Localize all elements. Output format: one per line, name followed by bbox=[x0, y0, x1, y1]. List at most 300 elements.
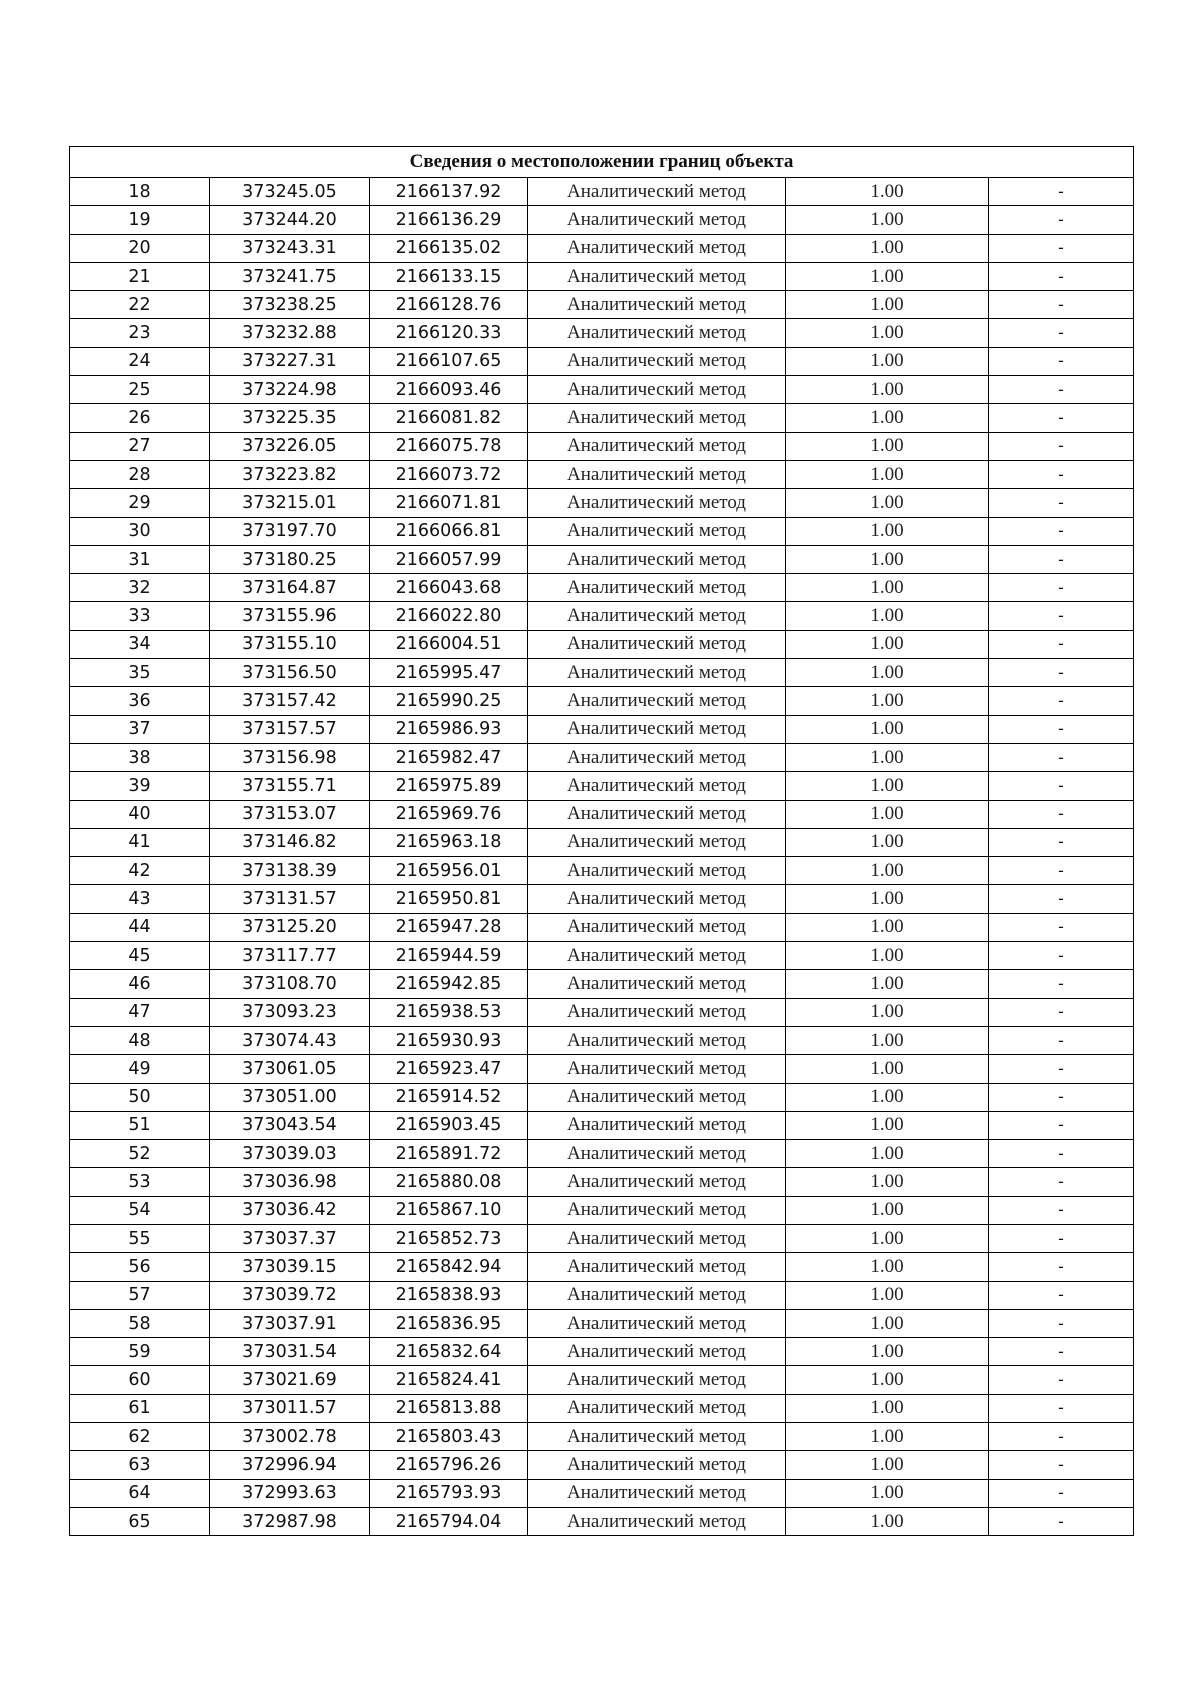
accuracy-cell: 1.00 bbox=[786, 404, 989, 432]
y-coordinate-cell: 2165793.93 bbox=[370, 1479, 528, 1507]
accuracy-cell: 1.00 bbox=[786, 178, 989, 206]
method-cell: Аналитический метод bbox=[528, 1394, 786, 1422]
x-coordinate-cell: 373241.75 bbox=[210, 262, 370, 290]
table-row bbox=[70, 885, 1134, 913]
note-cell: - bbox=[989, 1479, 1134, 1507]
point-number-cell: 51 bbox=[70, 1111, 210, 1139]
table-title-row bbox=[70, 147, 1134, 178]
y-coordinate-cell: 2165950.81 bbox=[370, 885, 528, 913]
method-cell: Аналитический метод bbox=[528, 234, 786, 262]
accuracy-cell: 1.00 bbox=[786, 432, 989, 460]
y-coordinate-cell: 2165944.59 bbox=[370, 942, 528, 970]
x-coordinate-cell: 373245.05 bbox=[210, 178, 370, 206]
accuracy-cell: 1.00 bbox=[786, 1026, 989, 1054]
note-cell: - bbox=[989, 1253, 1134, 1281]
note-cell: - bbox=[989, 1338, 1134, 1366]
x-coordinate-cell: 373043.54 bbox=[210, 1111, 370, 1139]
y-coordinate-cell: 2166120.33 bbox=[370, 319, 528, 347]
table-row bbox=[70, 942, 1134, 970]
x-coordinate-cell: 373039.72 bbox=[210, 1281, 370, 1309]
y-coordinate-cell: 2165982.47 bbox=[370, 743, 528, 771]
note-cell: - bbox=[989, 1366, 1134, 1394]
table-row bbox=[70, 602, 1134, 630]
note-cell: - bbox=[989, 1281, 1134, 1309]
table-row bbox=[70, 206, 1134, 234]
y-coordinate-cell: 2165803.43 bbox=[370, 1423, 528, 1451]
accuracy-cell: 1.00 bbox=[786, 1394, 989, 1422]
y-coordinate-cell: 2165995.47 bbox=[370, 659, 528, 687]
accuracy-cell: 1.00 bbox=[786, 1281, 989, 1309]
point-number-cell: 61 bbox=[70, 1394, 210, 1422]
table-row bbox=[70, 1111, 1134, 1139]
table-row bbox=[70, 1196, 1134, 1224]
x-coordinate-cell: 373039.15 bbox=[210, 1253, 370, 1281]
point-number-cell: 58 bbox=[70, 1309, 210, 1337]
point-number-cell: 33 bbox=[70, 602, 210, 630]
point-number-cell: 28 bbox=[70, 460, 210, 488]
point-number-cell: 52 bbox=[70, 1140, 210, 1168]
point-number-cell: 38 bbox=[70, 743, 210, 771]
y-coordinate-cell: 2165867.10 bbox=[370, 1196, 528, 1224]
x-coordinate-cell: 373243.31 bbox=[210, 234, 370, 262]
y-coordinate-cell: 2165880.08 bbox=[370, 1168, 528, 1196]
point-number-cell: 19 bbox=[70, 206, 210, 234]
method-cell: Аналитический метод bbox=[528, 1083, 786, 1111]
table-row bbox=[70, 800, 1134, 828]
note-cell: - bbox=[989, 828, 1134, 856]
method-cell: Аналитический метод bbox=[528, 942, 786, 970]
x-coordinate-cell: 373197.70 bbox=[210, 517, 370, 545]
point-number-cell: 55 bbox=[70, 1224, 210, 1252]
x-coordinate-cell: 373117.77 bbox=[210, 942, 370, 970]
note-cell: - bbox=[989, 291, 1134, 319]
note-cell: - bbox=[989, 1309, 1134, 1337]
x-coordinate-cell: 372993.63 bbox=[210, 1479, 370, 1507]
table-row bbox=[70, 715, 1134, 743]
accuracy-cell: 1.00 bbox=[786, 460, 989, 488]
x-coordinate-cell: 373051.00 bbox=[210, 1083, 370, 1111]
method-cell: Аналитический метод bbox=[528, 1309, 786, 1337]
note-cell: - bbox=[989, 1111, 1134, 1139]
method-cell: Аналитический метод bbox=[528, 1224, 786, 1252]
table-row bbox=[70, 178, 1134, 206]
x-coordinate-cell: 373002.78 bbox=[210, 1423, 370, 1451]
method-cell: Аналитический метод bbox=[528, 800, 786, 828]
table-row bbox=[70, 1479, 1134, 1507]
y-coordinate-cell: 2165956.01 bbox=[370, 857, 528, 885]
accuracy-cell: 1.00 bbox=[786, 489, 989, 517]
note-cell: - bbox=[989, 602, 1134, 630]
method-cell: Аналитический метод bbox=[528, 1111, 786, 1139]
method-cell: Аналитический метод bbox=[528, 885, 786, 913]
note-cell: - bbox=[989, 687, 1134, 715]
y-coordinate-cell: 2166022.80 bbox=[370, 602, 528, 630]
x-coordinate-cell: 373036.42 bbox=[210, 1196, 370, 1224]
point-number-cell: 30 bbox=[70, 517, 210, 545]
accuracy-cell: 1.00 bbox=[786, 234, 989, 262]
y-coordinate-cell: 2165838.93 bbox=[370, 1281, 528, 1309]
point-number-cell: 57 bbox=[70, 1281, 210, 1309]
table-row bbox=[70, 262, 1134, 290]
method-cell: Аналитический метод bbox=[528, 376, 786, 404]
method-cell: Аналитический метод bbox=[528, 1338, 786, 1366]
note-cell: - bbox=[989, 1224, 1134, 1252]
accuracy-cell: 1.00 bbox=[786, 772, 989, 800]
table-row bbox=[70, 1423, 1134, 1451]
note-cell: - bbox=[989, 1083, 1134, 1111]
accuracy-cell: 1.00 bbox=[786, 715, 989, 743]
table-body bbox=[70, 178, 1134, 1536]
table-row bbox=[70, 234, 1134, 262]
accuracy-cell: 1.00 bbox=[786, 1507, 989, 1535]
table-row bbox=[70, 687, 1134, 715]
x-coordinate-cell: 373227.31 bbox=[210, 347, 370, 375]
point-number-cell: 37 bbox=[70, 715, 210, 743]
method-cell: Аналитический метод bbox=[528, 574, 786, 602]
x-coordinate-cell: 373138.39 bbox=[210, 857, 370, 885]
x-coordinate-cell: 373155.10 bbox=[210, 630, 370, 658]
note-cell: - bbox=[989, 376, 1134, 404]
x-coordinate-cell: 373037.91 bbox=[210, 1309, 370, 1337]
point-number-cell: 22 bbox=[70, 291, 210, 319]
y-coordinate-cell: 2166071.81 bbox=[370, 489, 528, 517]
x-coordinate-cell: 373215.01 bbox=[210, 489, 370, 517]
x-coordinate-cell: 373244.20 bbox=[210, 206, 370, 234]
method-cell: Аналитический метод bbox=[528, 715, 786, 743]
method-cell: Аналитический метод bbox=[528, 1253, 786, 1281]
y-coordinate-cell: 2166107.65 bbox=[370, 347, 528, 375]
x-coordinate-cell: 373125.20 bbox=[210, 913, 370, 941]
point-number-cell: 35 bbox=[70, 659, 210, 687]
table-row bbox=[70, 970, 1134, 998]
accuracy-cell: 1.00 bbox=[786, 687, 989, 715]
y-coordinate-cell: 2166066.81 bbox=[370, 517, 528, 545]
note-cell: - bbox=[989, 885, 1134, 913]
accuracy-cell: 1.00 bbox=[786, 262, 989, 290]
point-number-cell: 59 bbox=[70, 1338, 210, 1366]
accuracy-cell: 1.00 bbox=[786, 602, 989, 630]
note-cell: - bbox=[989, 1168, 1134, 1196]
note-cell: - bbox=[989, 998, 1134, 1026]
point-number-cell: 64 bbox=[70, 1479, 210, 1507]
y-coordinate-cell: 2165975.89 bbox=[370, 772, 528, 800]
table-row bbox=[70, 347, 1134, 375]
table-row bbox=[70, 1451, 1134, 1479]
method-cell: Аналитический метод bbox=[528, 659, 786, 687]
method-cell: Аналитический метод bbox=[528, 460, 786, 488]
note-cell: - bbox=[989, 234, 1134, 262]
accuracy-cell: 1.00 bbox=[786, 1055, 989, 1083]
y-coordinate-cell: 2165796.26 bbox=[370, 1451, 528, 1479]
x-coordinate-cell: 373037.37 bbox=[210, 1224, 370, 1252]
method-cell: Аналитический метод bbox=[528, 772, 786, 800]
note-cell: - bbox=[989, 404, 1134, 432]
table-row bbox=[70, 857, 1134, 885]
table-row bbox=[70, 743, 1134, 771]
note-cell: - bbox=[989, 942, 1134, 970]
method-cell: Аналитический метод bbox=[528, 913, 786, 941]
y-coordinate-cell: 2165947.28 bbox=[370, 913, 528, 941]
table-row bbox=[70, 489, 1134, 517]
table-row bbox=[70, 404, 1134, 432]
note-cell: - bbox=[989, 1196, 1134, 1224]
table-row bbox=[70, 1281, 1134, 1309]
note-cell: - bbox=[989, 1026, 1134, 1054]
x-coordinate-cell: 373157.42 bbox=[210, 687, 370, 715]
y-coordinate-cell: 2166004.51 bbox=[370, 630, 528, 658]
point-number-cell: 53 bbox=[70, 1168, 210, 1196]
x-coordinate-cell: 373039.03 bbox=[210, 1140, 370, 1168]
note-cell: - bbox=[989, 913, 1134, 941]
accuracy-cell: 1.00 bbox=[786, 574, 989, 602]
point-number-cell: 36 bbox=[70, 687, 210, 715]
note-cell: - bbox=[989, 545, 1134, 573]
x-coordinate-cell: 373153.07 bbox=[210, 800, 370, 828]
point-number-cell: 48 bbox=[70, 1026, 210, 1054]
table-row bbox=[70, 772, 1134, 800]
note-cell: - bbox=[989, 517, 1134, 545]
note-cell: - bbox=[989, 206, 1134, 234]
table-row bbox=[70, 1366, 1134, 1394]
note-cell: - bbox=[989, 347, 1134, 375]
point-number-cell: 56 bbox=[70, 1253, 210, 1281]
accuracy-cell: 1.00 bbox=[786, 291, 989, 319]
table-row bbox=[70, 291, 1134, 319]
table-row bbox=[70, 1168, 1134, 1196]
table-row bbox=[70, 1394, 1134, 1422]
point-number-cell: 32 bbox=[70, 574, 210, 602]
y-coordinate-cell: 2165824.41 bbox=[370, 1366, 528, 1394]
point-number-cell: 31 bbox=[70, 545, 210, 573]
x-coordinate-cell: 373225.35 bbox=[210, 404, 370, 432]
note-cell: - bbox=[989, 1451, 1134, 1479]
accuracy-cell: 1.00 bbox=[786, 1479, 989, 1507]
method-cell: Аналитический метод bbox=[528, 1168, 786, 1196]
x-coordinate-cell: 373155.71 bbox=[210, 772, 370, 800]
point-number-cell: 25 bbox=[70, 376, 210, 404]
note-cell: - bbox=[989, 1394, 1134, 1422]
table-row bbox=[70, 1507, 1134, 1535]
method-cell: Аналитический метод bbox=[528, 319, 786, 347]
y-coordinate-cell: 2166137.92 bbox=[370, 178, 528, 206]
point-number-cell: 65 bbox=[70, 1507, 210, 1535]
accuracy-cell: 1.00 bbox=[786, 630, 989, 658]
x-coordinate-cell: 373108.70 bbox=[210, 970, 370, 998]
table-row bbox=[70, 1224, 1134, 1252]
y-coordinate-cell: 2165938.53 bbox=[370, 998, 528, 1026]
y-coordinate-cell: 2165942.85 bbox=[370, 970, 528, 998]
accuracy-cell: 1.00 bbox=[786, 1451, 989, 1479]
point-number-cell: 20 bbox=[70, 234, 210, 262]
point-number-cell: 46 bbox=[70, 970, 210, 998]
method-cell: Аналитический метод bbox=[528, 1281, 786, 1309]
method-cell: Аналитический метод bbox=[528, 857, 786, 885]
method-cell: Аналитический метод bbox=[528, 970, 786, 998]
accuracy-cell: 1.00 bbox=[786, 1083, 989, 1111]
method-cell: Аналитический метод bbox=[528, 998, 786, 1026]
x-coordinate-cell: 373180.25 bbox=[210, 545, 370, 573]
method-cell: Аналитический метод bbox=[528, 1479, 786, 1507]
x-coordinate-cell: 373061.05 bbox=[210, 1055, 370, 1083]
accuracy-cell: 1.00 bbox=[786, 376, 989, 404]
point-number-cell: 47 bbox=[70, 998, 210, 1026]
accuracy-cell: 1.00 bbox=[786, 743, 989, 771]
table-row bbox=[70, 574, 1134, 602]
y-coordinate-cell: 2165990.25 bbox=[370, 687, 528, 715]
accuracy-cell: 1.00 bbox=[786, 800, 989, 828]
note-cell: - bbox=[989, 1140, 1134, 1168]
y-coordinate-cell: 2166081.82 bbox=[370, 404, 528, 432]
table-row bbox=[70, 998, 1134, 1026]
y-coordinate-cell: 2166136.29 bbox=[370, 206, 528, 234]
y-coordinate-cell: 2165963.18 bbox=[370, 828, 528, 856]
note-cell: - bbox=[989, 489, 1134, 517]
accuracy-cell: 1.00 bbox=[786, 206, 989, 234]
x-coordinate-cell: 373164.87 bbox=[210, 574, 370, 602]
accuracy-cell: 1.00 bbox=[786, 1309, 989, 1337]
point-number-cell: 21 bbox=[70, 262, 210, 290]
y-coordinate-cell: 2166073.72 bbox=[370, 460, 528, 488]
point-number-cell: 27 bbox=[70, 432, 210, 460]
point-number-cell: 24 bbox=[70, 347, 210, 375]
table-title: Сведения о местоположении границ объекта bbox=[70, 147, 1134, 178]
method-cell: Аналитический метод bbox=[528, 1140, 786, 1168]
y-coordinate-cell: 2165813.88 bbox=[370, 1394, 528, 1422]
y-coordinate-cell: 2165836.95 bbox=[370, 1309, 528, 1337]
table-row bbox=[70, 659, 1134, 687]
point-number-cell: 42 bbox=[70, 857, 210, 885]
x-coordinate-cell: 373232.88 bbox=[210, 319, 370, 347]
table-row bbox=[70, 1026, 1134, 1054]
method-cell: Аналитический метод bbox=[528, 517, 786, 545]
accuracy-cell: 1.00 bbox=[786, 1366, 989, 1394]
method-cell: Аналитический метод bbox=[528, 432, 786, 460]
point-number-cell: 18 bbox=[70, 178, 210, 206]
accuracy-cell: 1.00 bbox=[786, 1423, 989, 1451]
table-row bbox=[70, 630, 1134, 658]
point-number-cell: 45 bbox=[70, 942, 210, 970]
accuracy-cell: 1.00 bbox=[786, 1338, 989, 1366]
table-row bbox=[70, 1253, 1134, 1281]
method-cell: Аналитический метод bbox=[528, 206, 786, 234]
y-coordinate-cell: 2165852.73 bbox=[370, 1224, 528, 1252]
method-cell: Аналитический метод bbox=[528, 1366, 786, 1394]
accuracy-cell: 1.00 bbox=[786, 1111, 989, 1139]
method-cell: Аналитический метод bbox=[528, 1026, 786, 1054]
method-cell: Аналитический метод bbox=[528, 828, 786, 856]
table-row bbox=[70, 1140, 1134, 1168]
note-cell: - bbox=[989, 857, 1134, 885]
y-coordinate-cell: 2165891.72 bbox=[370, 1140, 528, 1168]
x-coordinate-cell: 372987.98 bbox=[210, 1507, 370, 1535]
table-row bbox=[70, 517, 1134, 545]
accuracy-cell: 1.00 bbox=[786, 347, 989, 375]
method-cell: Аналитический метод bbox=[528, 262, 786, 290]
note-cell: - bbox=[989, 432, 1134, 460]
x-coordinate-cell: 373156.98 bbox=[210, 743, 370, 771]
method-cell: Аналитический метод bbox=[528, 545, 786, 573]
point-number-cell: 63 bbox=[70, 1451, 210, 1479]
x-coordinate-cell: 373093.23 bbox=[210, 998, 370, 1026]
point-number-cell: 43 bbox=[70, 885, 210, 913]
table-row bbox=[70, 1083, 1134, 1111]
method-cell: Аналитический метод bbox=[528, 1055, 786, 1083]
method-cell: Аналитический метод bbox=[528, 404, 786, 432]
y-coordinate-cell: 2166128.76 bbox=[370, 291, 528, 319]
y-coordinate-cell: 2166093.46 bbox=[370, 376, 528, 404]
accuracy-cell: 1.00 bbox=[786, 1224, 989, 1252]
x-coordinate-cell: 373156.50 bbox=[210, 659, 370, 687]
accuracy-cell: 1.00 bbox=[786, 1196, 989, 1224]
method-cell: Аналитический метод bbox=[528, 743, 786, 771]
x-coordinate-cell: 373131.57 bbox=[210, 885, 370, 913]
y-coordinate-cell: 2165914.52 bbox=[370, 1083, 528, 1111]
note-cell: - bbox=[989, 1507, 1134, 1535]
y-coordinate-cell: 2165930.93 bbox=[370, 1026, 528, 1054]
accuracy-cell: 1.00 bbox=[786, 998, 989, 1026]
y-coordinate-cell: 2166057.99 bbox=[370, 545, 528, 573]
y-coordinate-cell: 2166135.02 bbox=[370, 234, 528, 262]
point-number-cell: 26 bbox=[70, 404, 210, 432]
x-coordinate-cell: 373223.82 bbox=[210, 460, 370, 488]
y-coordinate-cell: 2166043.68 bbox=[370, 574, 528, 602]
accuracy-cell: 1.00 bbox=[786, 517, 989, 545]
table-row bbox=[70, 376, 1134, 404]
method-cell: Аналитический метод bbox=[528, 1451, 786, 1479]
note-cell: - bbox=[989, 659, 1134, 687]
accuracy-cell: 1.00 bbox=[786, 857, 989, 885]
x-coordinate-cell: 373036.98 bbox=[210, 1168, 370, 1196]
table-row bbox=[70, 828, 1134, 856]
note-cell: - bbox=[989, 970, 1134, 998]
table-row bbox=[70, 1309, 1134, 1337]
accuracy-cell: 1.00 bbox=[786, 319, 989, 347]
accuracy-cell: 1.00 bbox=[786, 1140, 989, 1168]
x-coordinate-cell: 373224.98 bbox=[210, 376, 370, 404]
accuracy-cell: 1.00 bbox=[786, 970, 989, 998]
note-cell: - bbox=[989, 460, 1134, 488]
table-row bbox=[70, 432, 1134, 460]
note-cell: - bbox=[989, 715, 1134, 743]
x-coordinate-cell: 373226.05 bbox=[210, 432, 370, 460]
table-row bbox=[70, 319, 1134, 347]
note-cell: - bbox=[989, 800, 1134, 828]
accuracy-cell: 1.00 bbox=[786, 545, 989, 573]
method-cell: Аналитический метод bbox=[528, 489, 786, 517]
table-row bbox=[70, 1055, 1134, 1083]
note-cell: - bbox=[989, 262, 1134, 290]
accuracy-cell: 1.00 bbox=[786, 913, 989, 941]
note-cell: - bbox=[989, 319, 1134, 347]
y-coordinate-cell: 2165969.76 bbox=[370, 800, 528, 828]
x-coordinate-cell: 372996.94 bbox=[210, 1451, 370, 1479]
method-cell: Аналитический метод bbox=[528, 630, 786, 658]
note-cell: - bbox=[989, 743, 1134, 771]
x-coordinate-cell: 373157.57 bbox=[210, 715, 370, 743]
table-row bbox=[70, 1338, 1134, 1366]
accuracy-cell: 1.00 bbox=[786, 1168, 989, 1196]
y-coordinate-cell: 2165986.93 bbox=[370, 715, 528, 743]
y-coordinate-cell: 2166075.78 bbox=[370, 432, 528, 460]
note-cell: - bbox=[989, 574, 1134, 602]
x-coordinate-cell: 373146.82 bbox=[210, 828, 370, 856]
y-coordinate-cell: 2165794.04 bbox=[370, 1507, 528, 1535]
y-coordinate-cell: 2165903.45 bbox=[370, 1111, 528, 1139]
note-cell: - bbox=[989, 178, 1134, 206]
x-coordinate-cell: 373155.96 bbox=[210, 602, 370, 630]
note-cell: - bbox=[989, 1423, 1134, 1451]
y-coordinate-cell: 2165842.94 bbox=[370, 1253, 528, 1281]
